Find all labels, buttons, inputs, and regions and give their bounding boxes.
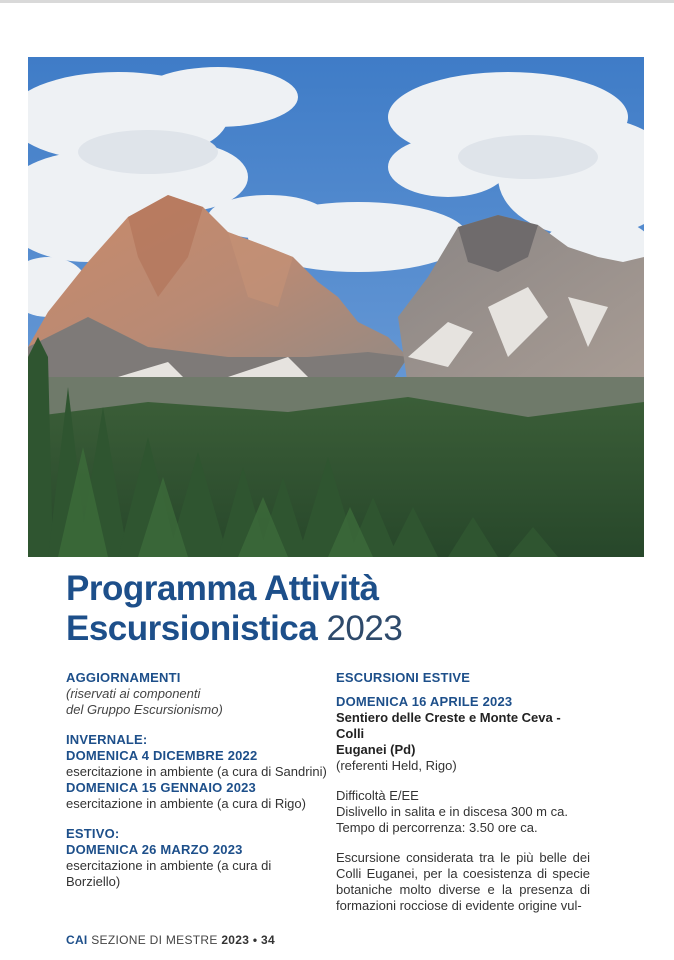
referents: (referenti Held, Rigo) xyxy=(336,758,457,773)
page-number: 34 xyxy=(261,933,275,947)
route-line-2: Euganei (Pd) xyxy=(336,742,416,757)
title-year: 2023 xyxy=(326,609,403,648)
updates-note-1: (riservati ai componenti xyxy=(66,686,201,701)
footer-brand: CAI xyxy=(66,933,88,947)
right-column xyxy=(336,670,590,914)
page-footer xyxy=(66,933,275,947)
page-title xyxy=(66,569,626,649)
difficulty: Difficoltà E/EE xyxy=(336,788,419,803)
winter-date-2: DOMENICA 15 GENNAIO 2023 xyxy=(66,780,256,795)
footer-section: SEZIONE DI MESTRE xyxy=(91,933,218,947)
top-border xyxy=(0,0,674,3)
summer-desc-1: esercitazione in ambiente (a cura di Borziello) xyxy=(66,858,272,889)
route-line-1: Sentiero delle Creste e Monte Ceva - Colli xyxy=(336,710,561,741)
spacer xyxy=(66,718,328,732)
excursion-date: DOMENICA 16 APRILE 2023 xyxy=(336,694,513,709)
title-line-2 xyxy=(66,609,626,649)
spacer xyxy=(336,686,590,694)
footer-separator: • xyxy=(252,933,258,947)
winter-label: INVERNALE: xyxy=(66,732,148,747)
summer-label: ESTIVO: xyxy=(66,826,120,841)
title-word: Escursionistica xyxy=(66,609,318,648)
winter-desc-1: esercitazione in ambiente (a cura di Sandrini) xyxy=(66,764,327,779)
mountain-photo xyxy=(28,57,644,557)
spacer xyxy=(336,774,590,788)
mountain-landscape-image xyxy=(28,57,644,557)
spacer xyxy=(66,812,328,826)
summer-date-1: DOMENICA 26 MARZO 2023 xyxy=(66,842,243,857)
updates-note-2: del Gruppo Escursionismo) xyxy=(66,702,223,717)
winter-desc-2: esercitazione in ambiente (a cura di Rigo) xyxy=(66,796,306,811)
duration: Tempo di percorrenza: 3.50 ore ca. xyxy=(336,820,538,835)
title-line-1: Programma Attività xyxy=(66,569,379,608)
left-column xyxy=(66,670,328,890)
excursion-description: Escursione considerata tra le più belle dei Colli Euganei, per la coesistenza di specie botaniche molto diverse e la presenza di formazioni rocciose di evidente origine vul- xyxy=(336,850,590,913)
winter-date-1: DOMENICA 4 DICEMBRE 2022 xyxy=(66,748,258,763)
summer-excursions-heading: ESCURSIONI ESTIVE xyxy=(336,670,471,685)
spacer xyxy=(336,836,590,850)
footer-year: 2023 xyxy=(221,933,250,947)
updates-heading: AGGIORNAMENTI xyxy=(66,670,181,685)
elevation: Dislivello in salita e in discesa 300 m ca. xyxy=(336,804,568,819)
